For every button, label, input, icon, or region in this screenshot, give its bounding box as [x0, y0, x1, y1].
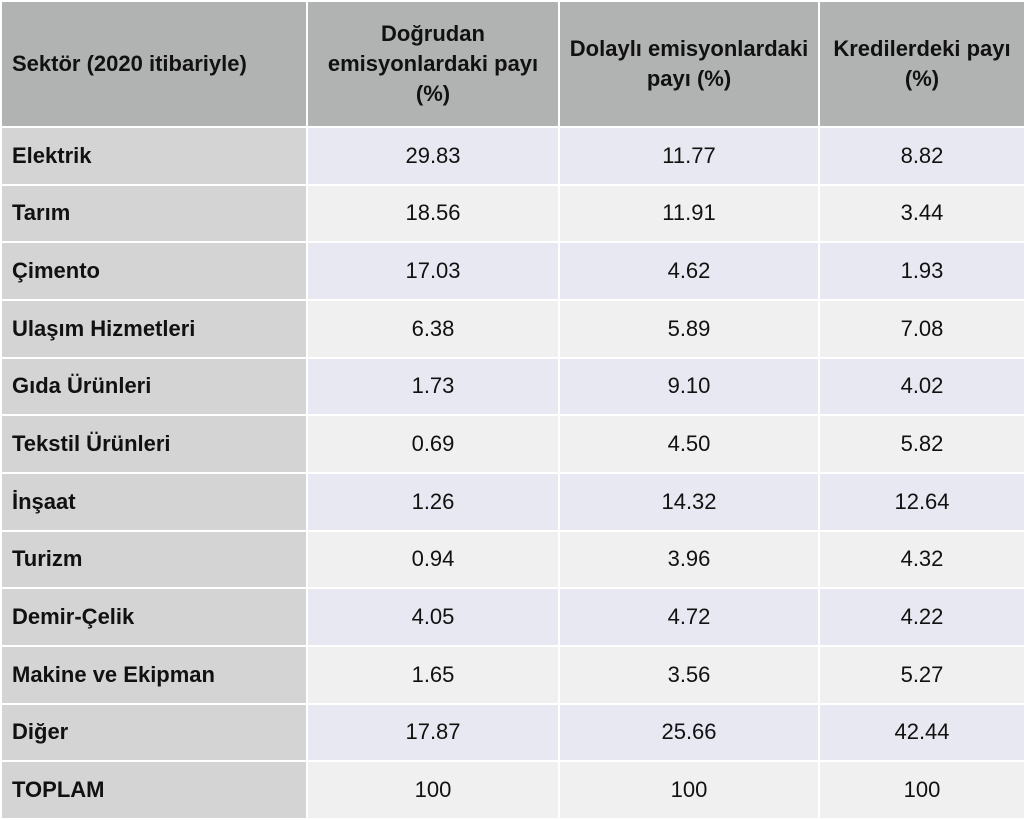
sector-cell: Diğer	[1, 704, 307, 762]
direct-emissions-cell: 18.56	[307, 185, 559, 243]
table-row	[1, 646, 1024, 704]
table-row	[1, 242, 1024, 300]
indirect-emissions-cell: 4.50	[559, 415, 819, 473]
direct-emissions-cell: 17.03	[307, 242, 559, 300]
indirect-emissions-cell: 100	[559, 761, 819, 819]
direct-emissions-cell: 4.05	[307, 588, 559, 646]
sector-cell: İnşaat	[1, 473, 307, 531]
sector-cell: Turizm	[1, 531, 307, 589]
header-direct-emissions: Doğrudan emisyonlardaki payı (%)	[307, 1, 559, 127]
credit-share-cell: 4.22	[819, 588, 1024, 646]
table-row	[1, 704, 1024, 762]
header-indirect-emissions: Dolaylı emisyonlardaki payı (%)	[559, 1, 819, 127]
direct-emissions-cell: 0.94	[307, 531, 559, 589]
sector-cell: Gıda Ürünleri	[1, 358, 307, 416]
indirect-emissions-cell: 5.89	[559, 300, 819, 358]
sector-cell: Makine ve Ekipman	[1, 646, 307, 704]
indirect-emissions-cell: 3.96	[559, 531, 819, 589]
indirect-emissions-cell: 11.77	[559, 127, 819, 185]
table-header	[1, 1, 1024, 127]
direct-emissions-cell: 1.65	[307, 646, 559, 704]
indirect-emissions-cell: 9.10	[559, 358, 819, 416]
direct-emissions-cell: 1.26	[307, 473, 559, 531]
indirect-emissions-cell: 4.62	[559, 242, 819, 300]
header-credit-share: Kredilerdeki payı (%)	[819, 1, 1024, 127]
direct-emissions-cell: 17.87	[307, 704, 559, 762]
sector-cell: Demir-Çelik	[1, 588, 307, 646]
indirect-emissions-cell: 14.32	[559, 473, 819, 531]
table-row	[1, 531, 1024, 589]
table-row	[1, 185, 1024, 243]
indirect-emissions-cell: 11.91	[559, 185, 819, 243]
direct-emissions-cell: 100	[307, 761, 559, 819]
credit-share-cell: 12.64	[819, 473, 1024, 531]
sector-cell: Tarım	[1, 185, 307, 243]
table-row	[1, 588, 1024, 646]
indirect-emissions-cell: 3.56	[559, 646, 819, 704]
credit-share-cell: 42.44	[819, 704, 1024, 762]
direct-emissions-cell: 29.83	[307, 127, 559, 185]
table-row	[1, 761, 1024, 819]
direct-emissions-cell: 6.38	[307, 300, 559, 358]
credit-share-cell: 4.32	[819, 531, 1024, 589]
sector-cell: Ulaşım Hizmetleri	[1, 300, 307, 358]
table-row	[1, 300, 1024, 358]
table-body	[1, 127, 1024, 819]
credit-share-cell: 8.82	[819, 127, 1024, 185]
indirect-emissions-cell: 25.66	[559, 704, 819, 762]
sector-cell: Elektrik	[1, 127, 307, 185]
table-row	[1, 415, 1024, 473]
credit-share-cell: 3.44	[819, 185, 1024, 243]
credit-share-cell: 1.93	[819, 242, 1024, 300]
direct-emissions-cell: 1.73	[307, 358, 559, 416]
header-row	[1, 1, 1024, 127]
sector-cell: TOPLAM	[1, 761, 307, 819]
credit-share-cell: 100	[819, 761, 1024, 819]
credit-share-cell: 5.82	[819, 415, 1024, 473]
sector-cell: Çimento	[1, 242, 307, 300]
table-row	[1, 473, 1024, 531]
sector-cell: Tekstil Ürünleri	[1, 415, 307, 473]
header-sector: Sektör (2020 itibariyle)	[1, 1, 307, 127]
table-row	[1, 358, 1024, 416]
credit-share-cell: 7.08	[819, 300, 1024, 358]
indirect-emissions-cell: 4.72	[559, 588, 819, 646]
table-row	[1, 127, 1024, 185]
credit-share-cell: 5.27	[819, 646, 1024, 704]
direct-emissions-cell: 0.69	[307, 415, 559, 473]
credit-share-cell: 4.02	[819, 358, 1024, 416]
